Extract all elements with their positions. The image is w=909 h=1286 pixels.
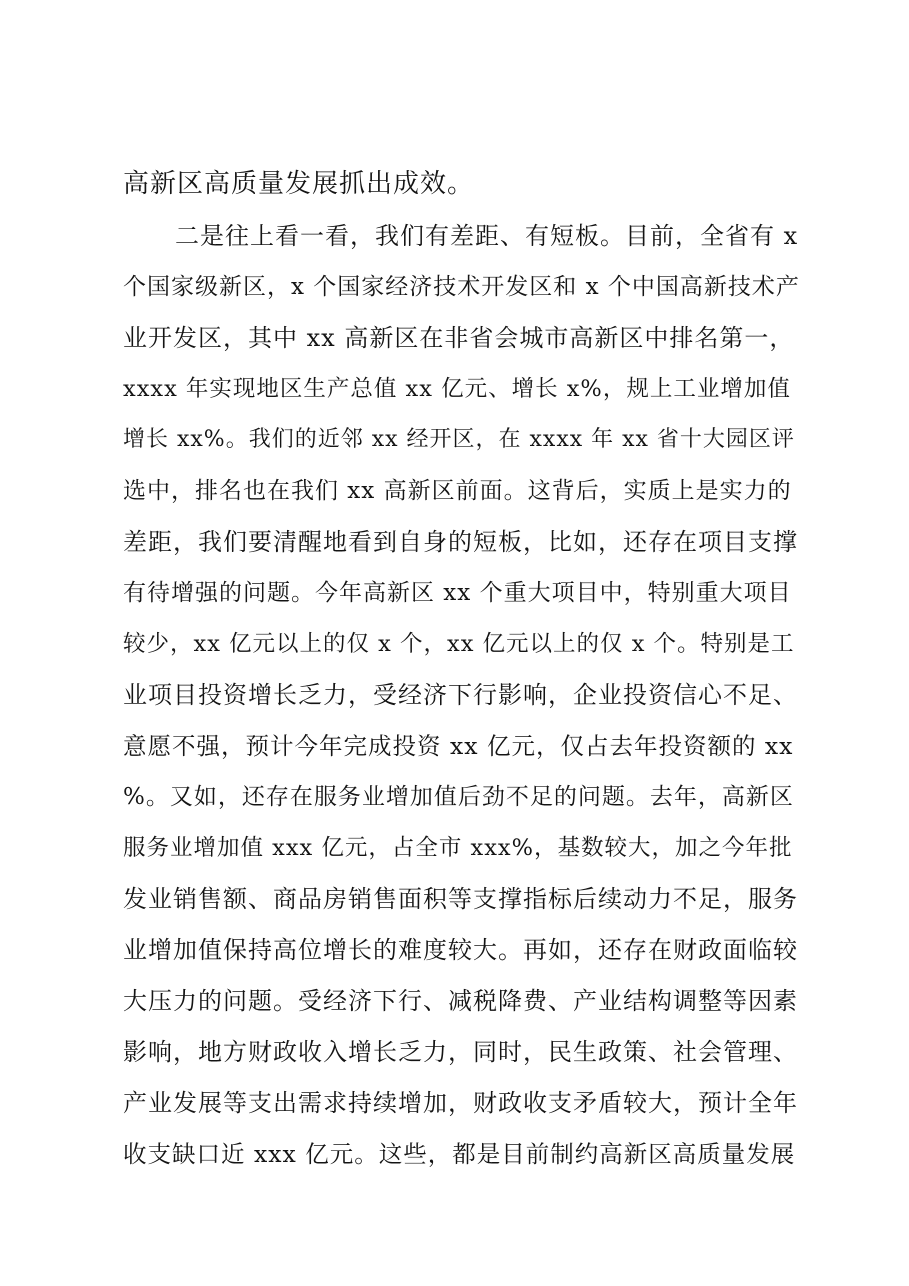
text-line: 业项目投资增长乏力，受经济下行影响，企业投资信心不足、 xyxy=(123,681,798,709)
text-line: 意愿不强，预计今年完成投资 xx 亿元，仅占去年投资额的 xx xyxy=(123,732,794,760)
paragraph-first-line: 二是往上看一看，我们有差距、有短板。目前，全省有 x xyxy=(175,222,799,250)
text-line: 增长 xx%。我们的近邻 xx 经开区，在 xxxx 年 xx 省十大园区评 xyxy=(123,427,795,452)
text-line: 业开发区，其中 xx 高新区在非省会城市高新区中排名第一， xyxy=(123,324,795,352)
text-line: xxxx 年实现地区生产总值 xx 亿元、增长 x%，规上工业增加值 xyxy=(123,376,791,402)
text-line: 个国家级新区，x 个国家经济技术开发区和 x 个中国高新技术产 xyxy=(123,274,800,300)
text-line: 有待增强的问题。今年高新区 xx 个重大项目中，特别重大项目 xyxy=(123,580,792,606)
text-line: 业增加值保持高位增长的难度较大。再如，还存在财政面临较 xyxy=(123,936,798,964)
text-line: 大压力的问题。受经济下行、减税降费、产业结构调整等因素 xyxy=(123,987,798,1015)
text-line: 差距，我们要清醒地看到自身的短板，比如，还存在项目支撑 xyxy=(123,528,798,556)
text-line: 收支缺口近 xxx 亿元。这些，都是目前制约高新区高质量发展 xyxy=(123,1140,796,1168)
text-line: 服务业增加值 xxx 亿元，占全市 xxx%，基数较大，加之今年批 xyxy=(123,835,793,861)
text-line: 产业发展等支出需求持续增加，财政收支矛盾较大，预计全年 xyxy=(123,1089,798,1117)
text-line: %。又如，还存在服务业增加值后劲不足的问题。去年，高新区 xyxy=(123,784,794,810)
text-line: 发业销售额、商品房销售面积等支撑指标后续动力不足，服务 xyxy=(123,885,798,913)
text-line: 影响，地方财政收入增长乏力，同时，民生政策、社会管理、 xyxy=(123,1038,798,1066)
text-line: 选中，排名也在我们 xx 高新区前面。这背后，实质上是实力的 xyxy=(123,478,792,504)
text-line-continuation: 高新区高质量发展抓出成效。 xyxy=(123,169,475,199)
text-line: 较少，xx 亿元以上的仅 x 个，xx 亿元以上的仅 x 个。特别是工 xyxy=(123,631,795,657)
